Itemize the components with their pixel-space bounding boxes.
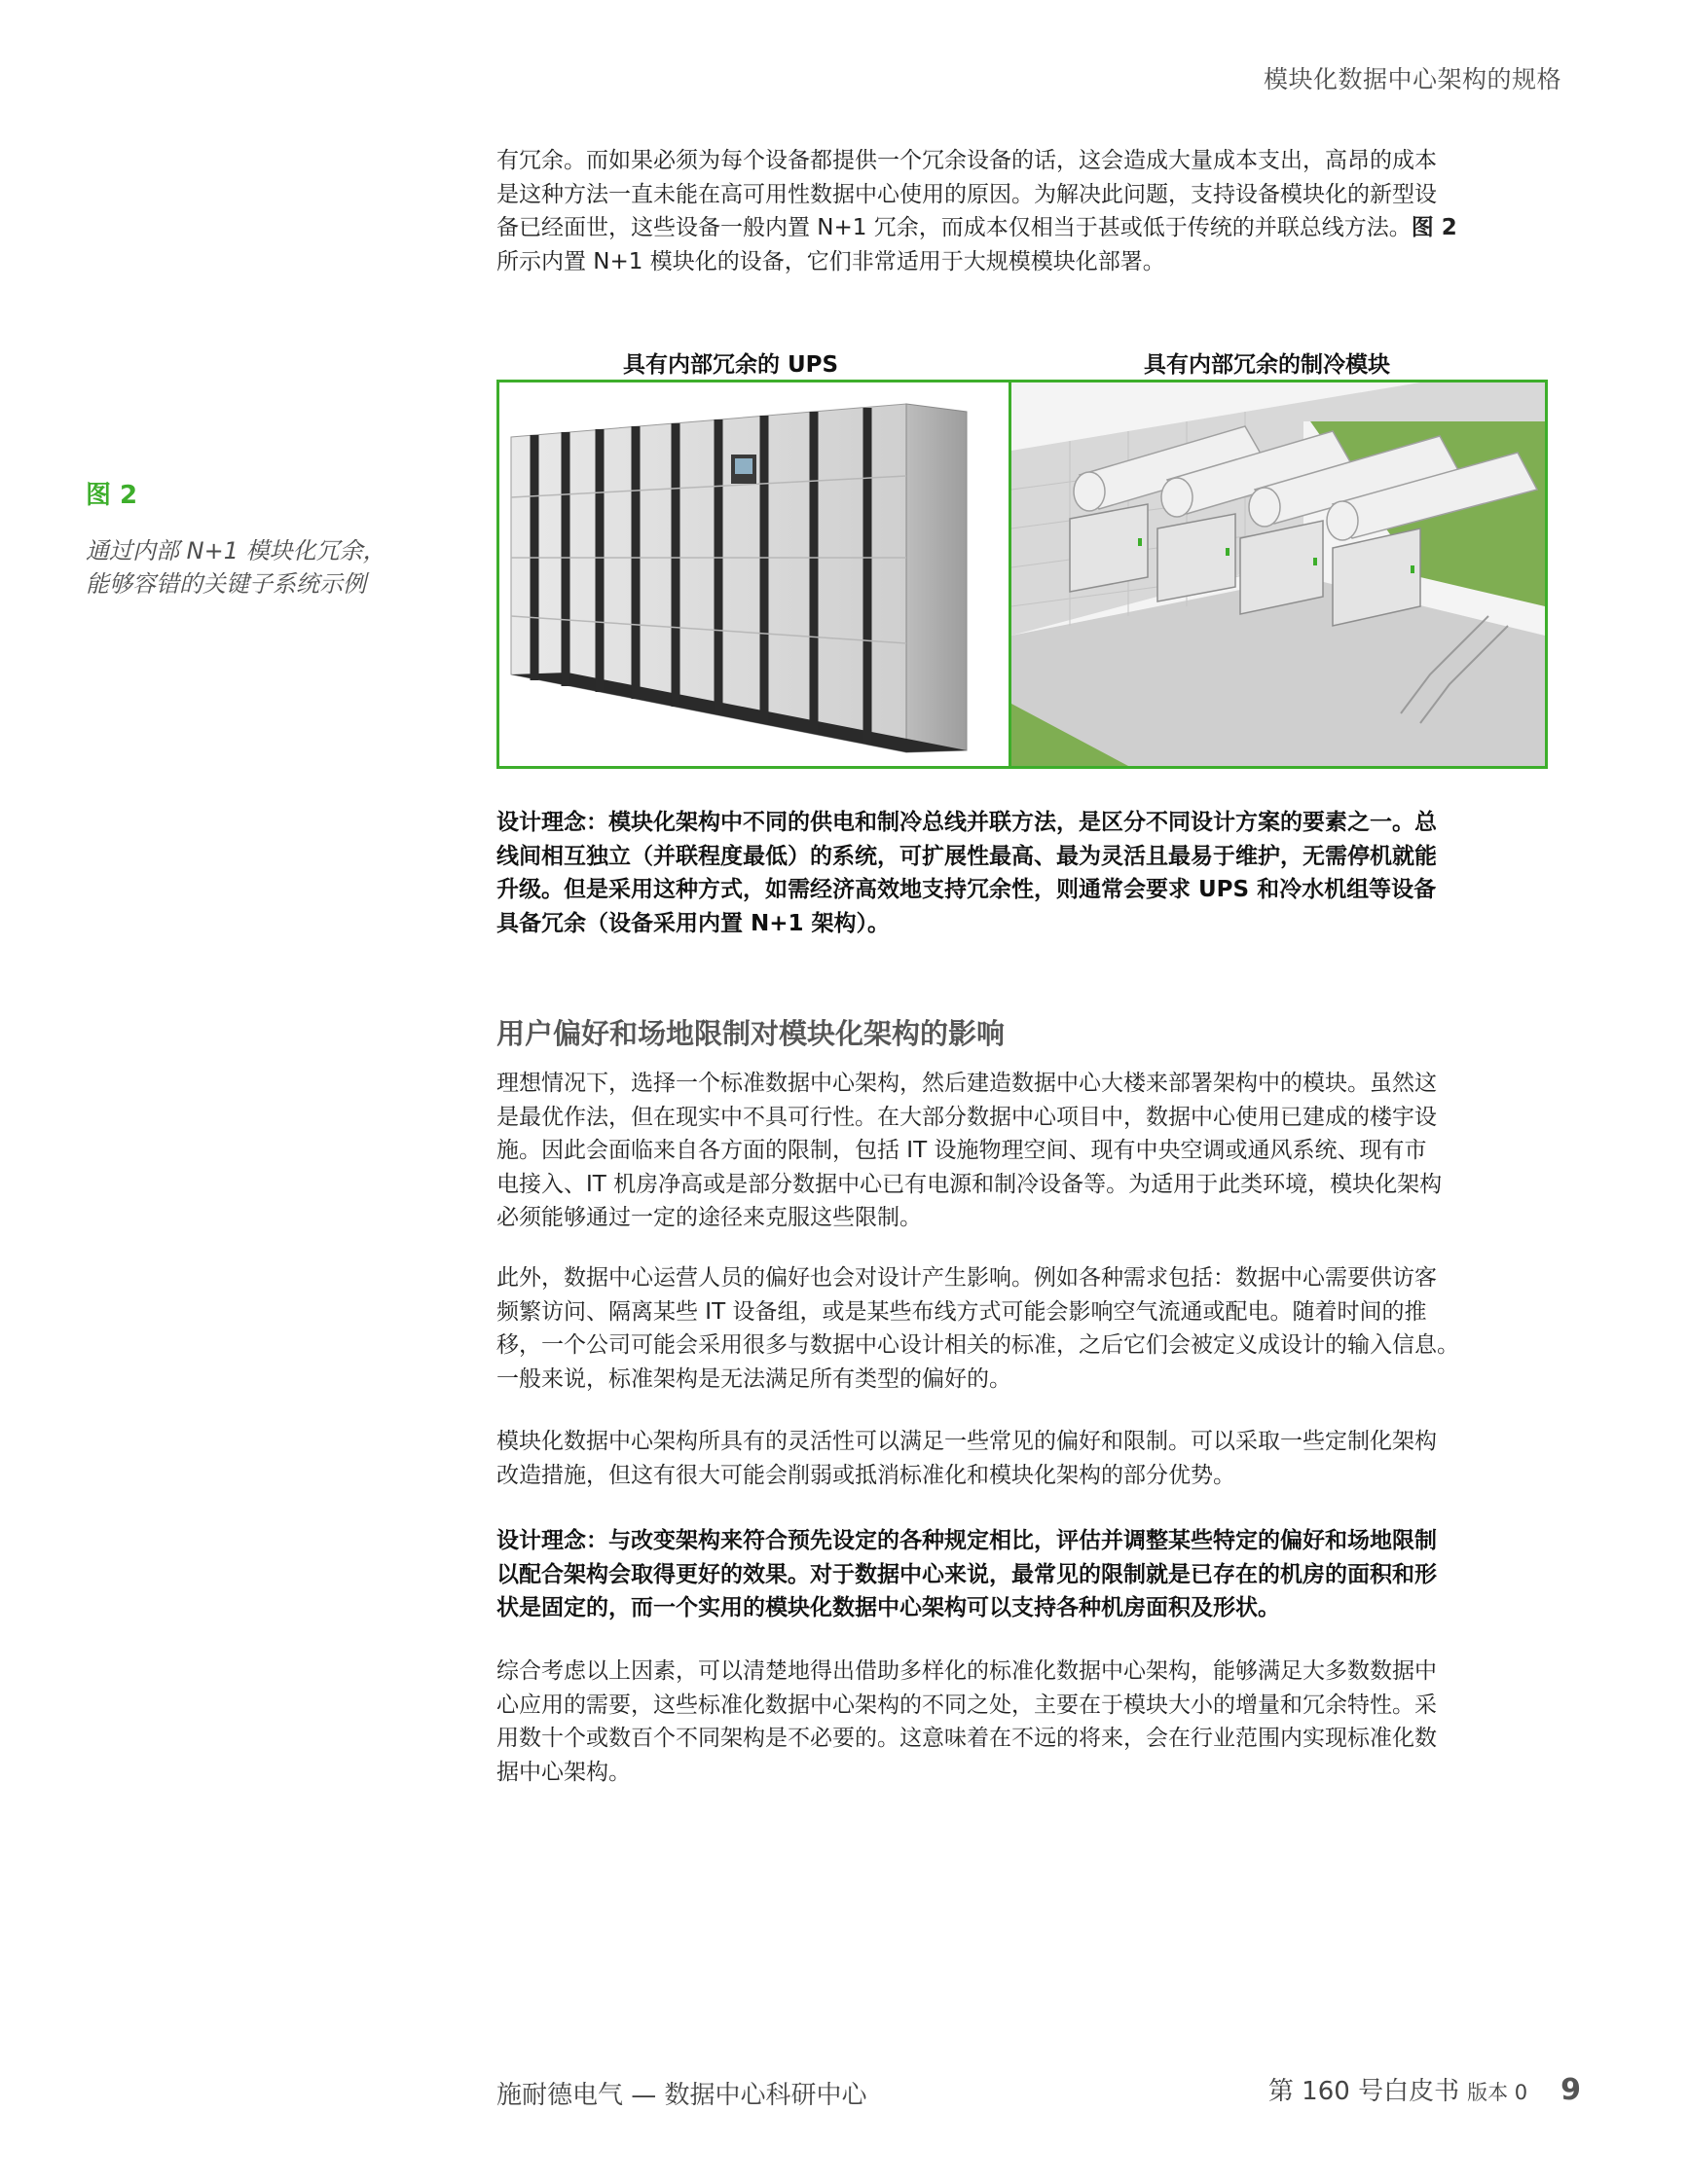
text-line: 升级。但是采用这种方式，如需经济高效地支持冗余性，则通常会要求 UPS 和冷水机组等设备 bbox=[496, 877, 1437, 902]
text-line: 电接入、IT 机房净高或是部分数据中心已有电源和制冷设备等。为适用于此类环境，模块化架构 bbox=[496, 1171, 1443, 1197]
text-line: 理想情况下，选择一个标准数据中心架构，然后建造数据中心大楼来部署架构中的模块。虽然这 bbox=[496, 1071, 1437, 1096]
text-line: 改造措施，但这有很大可能会削弱或抵消标准化和模块化架构的部分优势。 bbox=[496, 1462, 1235, 1488]
text-line: 心应用的需要，这些标准化数据中心架构的不同之处，主要在于模块大小的增量和冗余特性。采 bbox=[496, 1692, 1437, 1718]
figure-reference: 图 2 bbox=[1411, 215, 1457, 240]
page-number: 9 bbox=[1560, 2073, 1581, 2107]
intro-paragraph bbox=[496, 144, 1587, 278]
text-line: 所示内置 N+1 模块化的设备，它们非常适用于大规模模块化部署。 bbox=[496, 248, 1165, 274]
text-line: 移，一个公司可能会采用很多与数据中心设计相关的标准，之后它们会被定义成设计的输入信息。 bbox=[496, 1332, 1459, 1358]
text-line: 有冗余。而如果必须为每个设备都提供一个冗余设备的话，这会造成大量成本支出，高昂的成本 bbox=[496, 148, 1437, 173]
paragraph-4 bbox=[496, 1655, 1587, 1789]
text-line: 状是固定的，而一个实用的模块化数据中心架构可以支持各种机房面积及形状。 bbox=[496, 1595, 1280, 1620]
figure-label: 图 2 bbox=[86, 481, 138, 510]
text-line: 据中心架构。 bbox=[496, 1759, 631, 1785]
design-principle-1 bbox=[496, 806, 1587, 940]
text-line: 设计理念：与改变架构来符合预先设定的各种规定相比，评估并调整某些特定的偏好和场地限制 bbox=[496, 1528, 1437, 1553]
paragraph-1 bbox=[496, 1067, 1587, 1235]
text-line: 综合考虑以上因素，可以清楚地得出借助多样化的标准化数据中心架构，能够满足大多数数据中 bbox=[496, 1658, 1437, 1684]
section-heading: 用户偏好和场地限制对模块化架构的影响 bbox=[496, 1017, 1006, 1050]
figure-caption bbox=[86, 534, 456, 601]
text-line: 施。因此会面临来自各方面的限制，包括 IT 设施物理空间、现有中央空调或通风系统、现有市 bbox=[496, 1138, 1427, 1163]
figure-titles bbox=[496, 346, 1548, 378]
text-span: 备已经面世，这些设备一般内置 N+1 冗余，而成本仅相当于甚或低于传统的并联总线方法。 bbox=[496, 215, 1412, 240]
text-line: 具备冗余（设备采用内置 N+1 架构）。 bbox=[496, 910, 891, 936]
ups-image bbox=[496, 380, 1014, 769]
cooling-title: 具有内部冗余的制冷模块 bbox=[1144, 352, 1390, 378]
text-line: 是最优作法，但在现实中不具可行性。在大部分数据中心项目中，数据中心使用已建成的楼宇设 bbox=[496, 1104, 1437, 1130]
figure-caption-line: 能够容错的关键子系统示例 bbox=[86, 570, 366, 598]
figure-sidebar bbox=[86, 475, 456, 601]
paragraph-2 bbox=[496, 1261, 1587, 1396]
footer-version: 版本 0 bbox=[1467, 2081, 1528, 2104]
text-line: 频繁访问、隔离某些 IT 设备组，或是某些布线方式可能会影响空气流通或配电。随着时间的推 bbox=[496, 1298, 1427, 1325]
text-line: 模块化数据中心架构所具有的灵活性可以满足一些常见的偏好和限制。可以采取一些定制化架构 bbox=[496, 1429, 1437, 1454]
ups-title: 具有内部冗余的 UPS bbox=[623, 352, 839, 378]
text-line: 是这种方法一直未能在高可用性数据中心使用的原因。为解决此问题，支持设备模块化的新型设 bbox=[496, 181, 1437, 207]
design-principle-2 bbox=[496, 1524, 1587, 1625]
text-line: 以配合架构会取得更好的效果。对于数据中心来说，最常见的限制就是已存在的机房的面积和形 bbox=[496, 1561, 1437, 1587]
text-line: 线间相互独立（并联程度最低）的系统，可扩展性最高、最为灵活且最易于维护，无需停机就能 bbox=[496, 843, 1437, 869]
paragraph-3 bbox=[496, 1425, 1587, 1492]
footer-doc-title: 第 160 号白皮书 bbox=[1267, 2077, 1460, 2106]
cooling-module-image bbox=[1009, 380, 1548, 769]
footer-publisher: 施耐德电气 — 数据中心科研中心 bbox=[496, 2081, 867, 2110]
text-line: 此外，数据中心运营人员的偏好也会对设计产生影响。例如各种需求包括：数据中心需要供访客 bbox=[496, 1265, 1437, 1291]
text-line: 必须能够通过一定的途径来克服这些限制。 bbox=[496, 1205, 922, 1230]
text-line: 设计理念：模块化架构中不同的供电和制冷总线并联方法，是区分不同设计方案的要素之一。总 bbox=[496, 810, 1437, 835]
text-line: 一般来说，标准架构是无法满足所有类型的偏好的。 bbox=[496, 1365, 1011, 1392]
figure-caption-line: 通过内部 N+1 模块化冗余， bbox=[86, 537, 386, 564]
section-heading-wrap bbox=[496, 1012, 1587, 1052]
header-title: 模块化数据中心架构的规格 bbox=[1263, 65, 1561, 93]
cooling-module-illustration bbox=[1011, 382, 1545, 766]
text-line: 用数十个或数百个不同架构是不必要的。这意味着在不远的将来，会在行业范围内实现标准化数 bbox=[496, 1726, 1437, 1751]
text-line bbox=[496, 211, 1587, 245]
footer-doc-info bbox=[1268, 2071, 1581, 2107]
ups-cabinet-illustration bbox=[499, 382, 1011, 766]
